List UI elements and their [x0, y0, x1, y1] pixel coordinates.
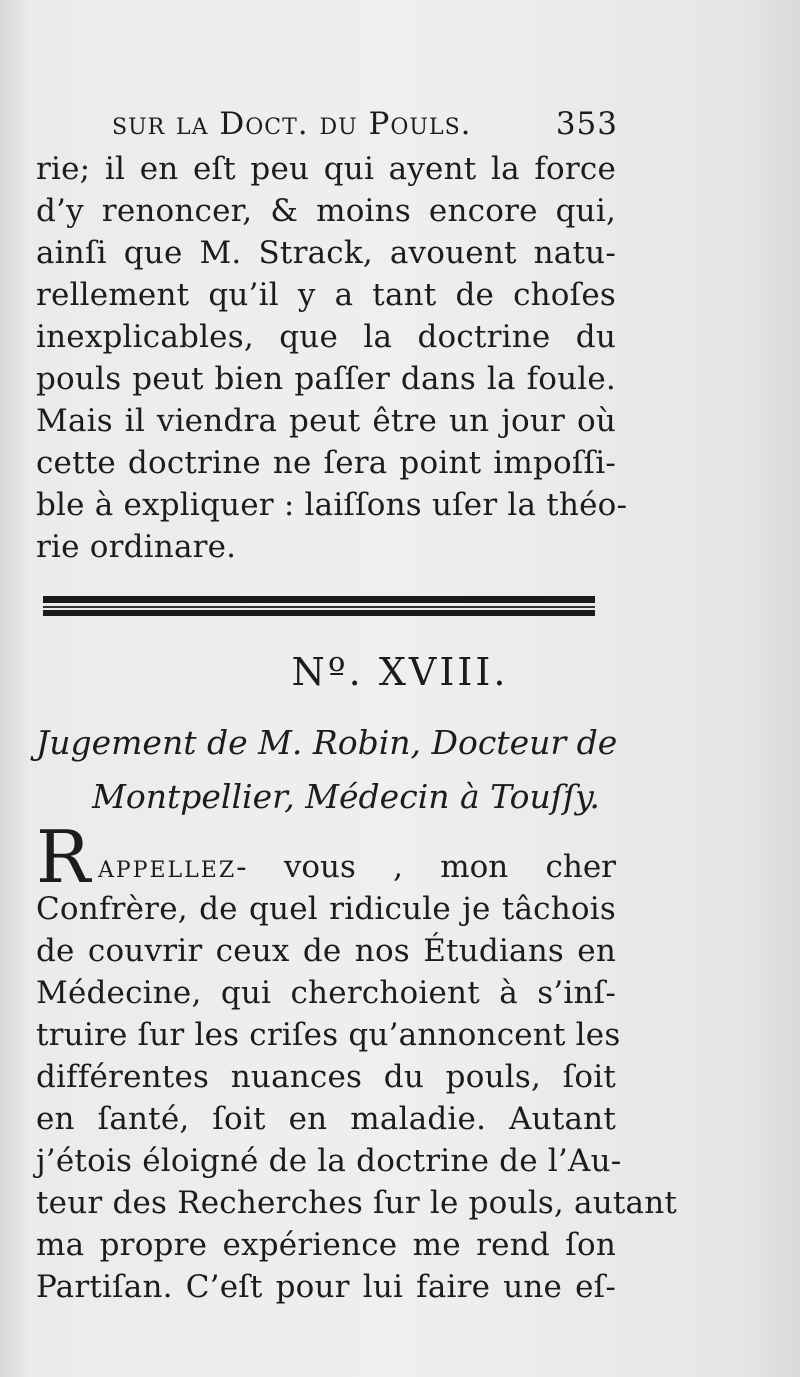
drop-cap: R — [36, 815, 91, 899]
text-line: Confrère, de quel ridicule je tâchois — [36, 891, 616, 927]
text-line: ma propre expérience me rend ſon — [36, 1227, 616, 1263]
text-line: ble à expliquer : laiſſons uſer la théo- — [36, 487, 628, 523]
text-line: différentes nuances du pouls, ſoit — [36, 1059, 616, 1095]
divider-thick-bottom — [43, 610, 595, 616]
small-caps-word: appellez — [98, 849, 237, 885]
running-head — [112, 106, 622, 142]
text-line: de couvrir ceux de nos Étudians en — [36, 933, 616, 969]
text-line: d’y renoncer, & moins encore qui, — [36, 193, 616, 229]
page-number: 353 — [555, 106, 618, 142]
running-head-title: sur la Doct. du Pouls. — [112, 106, 472, 142]
text-line: rie ordinare. — [36, 529, 237, 565]
text-line: Mais il viendra peut être un jour où — [36, 403, 616, 439]
paragraph-1 — [36, 148, 628, 568]
divider-thick-top — [43, 596, 595, 603]
section-divider-rule — [43, 596, 595, 618]
text-line: pouls peut bien paſſer dans la foule. — [36, 361, 616, 397]
first-line-rest: - vous , mon cher — [236, 849, 616, 885]
text-line: Médecine, qui cherchoient à s’inſ- — [36, 975, 616, 1011]
text-line: teur des Recherches ſur le pouls, autant — [36, 1185, 678, 1221]
text-line: cette doctrine ne ſera point impoſſi- — [36, 445, 616, 481]
text-line: rie; il en eſt peu qui ayent la force — [36, 151, 616, 187]
paragraph-2 — [36, 888, 678, 1308]
text-line: inexplicables, que la doctrine du — [36, 319, 616, 355]
section-number-heading: Nº. XVIII. — [291, 650, 509, 694]
text-line — [98, 846, 616, 888]
text-line: en ſanté, ſoit en maladie. Autant — [36, 1101, 616, 1137]
text-line: rellement qu’il y a tant de choſes — [36, 277, 616, 313]
divider-thin — [43, 606, 595, 608]
subtitle-line: Montpellier, Médecin à Touſſy. — [92, 777, 600, 816]
text-line: j’étois éloigné de la doctrine de l’Au- — [36, 1143, 622, 1179]
text-line: Partiſan. C’eſt pour lui faire une eſ- — [36, 1269, 616, 1305]
text-line: ainſi que M. Strack, avouent natu- — [36, 235, 616, 271]
subtitle-line: Jugement de M. Robin, Docteur de — [36, 723, 618, 762]
text-line: truire ſur les criſes qu’annoncent les — [36, 1017, 621, 1053]
section-subtitle — [36, 716, 616, 824]
